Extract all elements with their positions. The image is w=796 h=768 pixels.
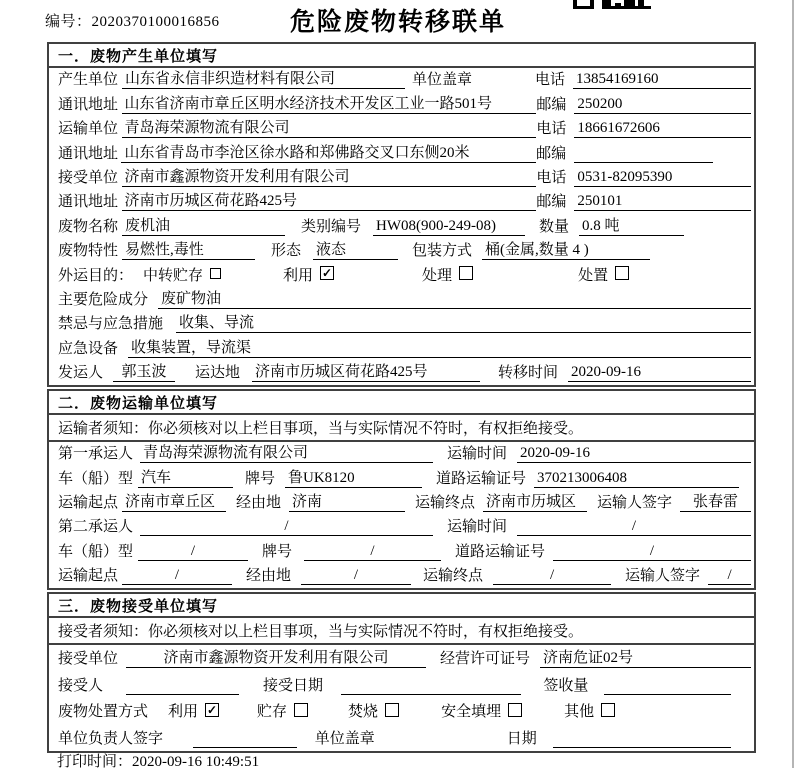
carrier2-value: /: [140, 518, 433, 536]
recv3-label: 接受单位: [58, 651, 119, 668]
row-receiver: [49, 166, 754, 190]
phone1-label: 电话: [534, 72, 565, 89]
receipt-qty-label: 签收量: [543, 677, 589, 694]
sign-date-value: [553, 747, 731, 748]
unit-sign-label: 单位负责人签字: [58, 730, 164, 747]
row-producer-address: [49, 92, 754, 116]
checkbox-disposal-burn: [385, 703, 399, 717]
serial-label: 编号：: [45, 14, 92, 30]
carrier1-value: 青岛海荣源物流有限公司: [140, 441, 433, 463]
time2-label: 运输时间: [447, 519, 508, 536]
equip-value: 收集装置，导流渠: [128, 336, 751, 358]
checkbox-disposal-landfill: [508, 703, 522, 717]
section-producer: [47, 42, 756, 387]
waste-label: 废物名称: [58, 218, 119, 235]
sign1-label: 运输人签字: [597, 494, 673, 511]
recv3-value: 济南市鑫源物资开发利用有限公司: [126, 646, 426, 668]
row-disposal: [49, 698, 754, 725]
disposal-option-landfill: [441, 700, 522, 721]
row-hazard: [49, 288, 754, 312]
zip2-value: [574, 162, 713, 163]
hazard-value: 废矿物油: [158, 287, 751, 309]
sender-label: 发运人: [58, 365, 104, 382]
code-value: HW08(900-249-08): [373, 218, 525, 236]
taboo-label: 禁忌与应急措施: [58, 316, 164, 333]
section2-heading: 二．废物运输单位填写: [49, 391, 754, 415]
time1-label: 运输时间: [447, 446, 508, 463]
time2-value: /: [517, 518, 751, 536]
addr2-label: 通讯地址: [58, 145, 119, 162]
via2-value: /: [301, 567, 411, 585]
checkbox-disposal-use: [205, 703, 219, 717]
sender-value: 郭玉波: [113, 360, 175, 382]
pack-label: 包装方式: [412, 243, 473, 260]
section-transporter: [47, 389, 756, 590]
sign2-label: 运输人签字: [625, 567, 701, 584]
print-time-line: [57, 750, 259, 768]
ttime-label: 转移时间: [498, 365, 559, 382]
row-unit-signature: [49, 724, 754, 751]
disposal-option-burn: [348, 700, 399, 721]
license1-value: 370213006408: [534, 470, 739, 488]
section-receiver: [47, 592, 756, 753]
row-taboo: [49, 312, 754, 336]
addr2-value: 山东省青岛市李沧区徐水路和郑佛路交叉口东侧20米: [121, 141, 536, 163]
sign2-value: /: [708, 567, 751, 585]
producer-value: 山东省永信非织造材料有限公司: [122, 67, 405, 89]
row-route2: [49, 564, 754, 588]
page-title: 危险废物转移联单: [289, 8, 506, 36]
plate1-value: 鲁UK8120: [285, 466, 422, 488]
license1-label: 道路运输证号: [436, 470, 527, 487]
vehicle1-label: 车（船）型: [58, 470, 134, 487]
row-route1: [49, 491, 754, 515]
end1-label: 运输终点: [415, 494, 476, 511]
start2-value: /: [122, 567, 232, 585]
zip3-value: 250101: [574, 193, 751, 211]
form-label: 形态: [271, 243, 302, 260]
purpose-option-transfer: [143, 264, 221, 285]
row-dispatch: [49, 361, 754, 385]
ttime-value: 2020-09-16: [568, 364, 751, 382]
acceptor-value: [126, 694, 239, 695]
row-receive-unit: [49, 645, 754, 672]
plate1-label: 牌号: [245, 470, 276, 487]
prop-value: 易燃性,毒性: [122, 238, 255, 260]
row-waste-name: [49, 214, 754, 238]
plate2-value: /: [304, 543, 441, 561]
dest-value: 济南市历城区荷花路425号: [252, 360, 480, 382]
row-acceptor: [49, 671, 754, 698]
sign1-value: 张春雷: [680, 490, 751, 512]
purpose-label: 外运目的：: [58, 267, 134, 284]
addr3-value: 济南市历城区荷花路425号: [122, 189, 537, 211]
acceptor-label: 接受人: [58, 677, 104, 694]
disposal-option-use: [168, 700, 219, 721]
recv-label: 接受单位: [58, 169, 119, 186]
purpose-option-dispose: [578, 264, 629, 285]
vehicle2-value: /: [138, 543, 248, 561]
disposal-option-landfill-label: 安全填埋: [441, 704, 502, 721]
row-purpose: [49, 263, 754, 287]
row-vehicle1: [49, 466, 754, 490]
carrier1-label: 第一承运人: [58, 446, 134, 463]
phone2-label: 电话: [536, 121, 567, 138]
via1-value: 济南: [289, 490, 405, 512]
taboo-value: 收集、导流: [176, 311, 751, 333]
disposal-label: 废物处置方式: [58, 704, 149, 721]
zip1-value: 250200: [574, 96, 751, 114]
row-transporter: [49, 117, 754, 141]
section3-heading: 三．废物接受单位填写: [49, 594, 754, 618]
transporter-notice: 运输者须知：你必须核对以上栏目事项，当与实际情况不符时，有权拒绝接受。: [49, 415, 754, 442]
purpose-option-transfer-label: 中转贮存: [143, 267, 204, 284]
vehicle1-value: 汽车: [138, 466, 233, 488]
row-producer: [49, 68, 754, 92]
seal-label: 单位盖章: [412, 72, 473, 89]
start1-value: 济南市章丘区: [122, 490, 226, 512]
qty-value: 0.8 吨: [579, 214, 684, 236]
equip-label: 应急设备: [58, 340, 119, 357]
qty-label: 数量: [539, 218, 570, 235]
vehicle2-label: 车（船）型: [58, 543, 134, 560]
license3-label: 经营许可证号: [440, 651, 531, 668]
unit-sign-value: [193, 747, 297, 748]
start2-label: 运输起点: [58, 567, 119, 584]
qr-code-fragment-icon: [573, 0, 651, 10]
phone1-value: 13854169160: [573, 71, 751, 89]
disposal-option-other: [564, 700, 615, 721]
print-time-value: 2020-09-16 10:49:51: [132, 754, 260, 768]
checkbox-disposal-other: [601, 703, 615, 717]
checkbox-use: [320, 266, 334, 280]
end2-label: 运输终点: [423, 567, 484, 584]
addr1-value: 山东省济南市章丘区明水经济技术开发区工业一路501号: [122, 92, 537, 114]
serial-value: 2020370100016856: [91, 14, 220, 30]
disposal-option-burn-label: 焚烧: [348, 704, 379, 721]
checkbox-treat: [459, 266, 473, 280]
phone3-label: 电话: [536, 169, 567, 186]
row-equipment: [49, 336, 754, 360]
row-carrier1: [49, 442, 754, 466]
pack-value: 桶(金属,数量 4 ): [482, 238, 650, 260]
end2-value: /: [493, 567, 611, 585]
checkbox-transfer-storage: [210, 268, 221, 279]
zip3-label: 邮编: [536, 194, 567, 211]
print-time-label: 打印时间：: [57, 754, 133, 768]
form-value: 液态: [313, 238, 398, 260]
via1-label: 经由地: [236, 494, 282, 511]
carrier2-label: 第二承运人: [58, 519, 134, 536]
via2-label: 经由地: [246, 567, 292, 584]
purpose-option-treat: [422, 264, 473, 285]
waste-value: 废机油: [122, 214, 285, 236]
purpose-option-use-label: 利用: [283, 267, 314, 284]
purpose-option-use: [283, 264, 334, 285]
section1-heading: 一．废物产生单位填写: [49, 44, 754, 68]
addr1-label: 通讯地址: [58, 96, 119, 113]
row-waste-property: [49, 239, 754, 263]
code-label: 类别编号: [301, 218, 362, 235]
zip1-label: 邮编: [536, 96, 567, 113]
license3-value: 济南危证02号: [540, 646, 751, 668]
manifest-form: [47, 42, 756, 755]
end1-value: 济南市历城区: [483, 490, 587, 512]
trans-value: 青岛海荣源物流有限公司: [122, 116, 537, 138]
phone2-value: 18661672606: [574, 120, 751, 138]
receipt-qty-value: [604, 694, 731, 695]
license2-label: 道路运输证号: [455, 543, 546, 560]
checkbox-disposal-store: [294, 703, 308, 717]
purpose-option-treat-label: 处理: [422, 267, 453, 284]
license2-value: /: [553, 543, 751, 561]
zip2-label: 邮编: [536, 145, 567, 162]
prop-label: 废物特性: [58, 243, 119, 260]
time1-value: 2020-09-16: [517, 445, 751, 463]
addr3-label: 通讯地址: [58, 194, 119, 211]
start1-label: 运输起点: [58, 494, 119, 511]
sign-date-label: 日期: [506, 730, 537, 747]
row-transporter-address: [49, 141, 754, 165]
page-edge-line: [792, 0, 794, 768]
disposal-option-store-label: 贮存: [257, 704, 288, 721]
row-receiver-address: [49, 190, 754, 214]
trans-label: 运输单位: [58, 121, 119, 138]
disposal-option-use-label: 利用: [168, 704, 199, 721]
dest-label: 运达地: [195, 365, 241, 382]
hazard-label: 主要危险成分: [58, 291, 149, 308]
unit-seal-label: 单位盖章: [314, 730, 375, 747]
receiver-notice: 接受者须知：你必须核对以上栏目事项，当与实际情况不符时，有权拒绝接受。: [49, 618, 754, 645]
phone3-value: 0531-82095390: [574, 169, 751, 187]
plate2-label: 牌号: [262, 543, 293, 560]
disposal-option-other-label: 其他: [564, 704, 595, 721]
producer-label: 产生单位: [58, 72, 119, 89]
row-vehicle2: [49, 539, 754, 563]
disposal-option-store: [257, 700, 308, 721]
accept-date-value: [341, 694, 521, 695]
purpose-option-dispose-label: 处置: [578, 267, 609, 284]
row-carrier2: [49, 515, 754, 539]
accept-date-label: 接受日期: [262, 677, 323, 694]
recv-value: 济南市鑫源物资开发利用有限公司: [122, 165, 537, 187]
checkbox-dispose: [615, 266, 629, 280]
